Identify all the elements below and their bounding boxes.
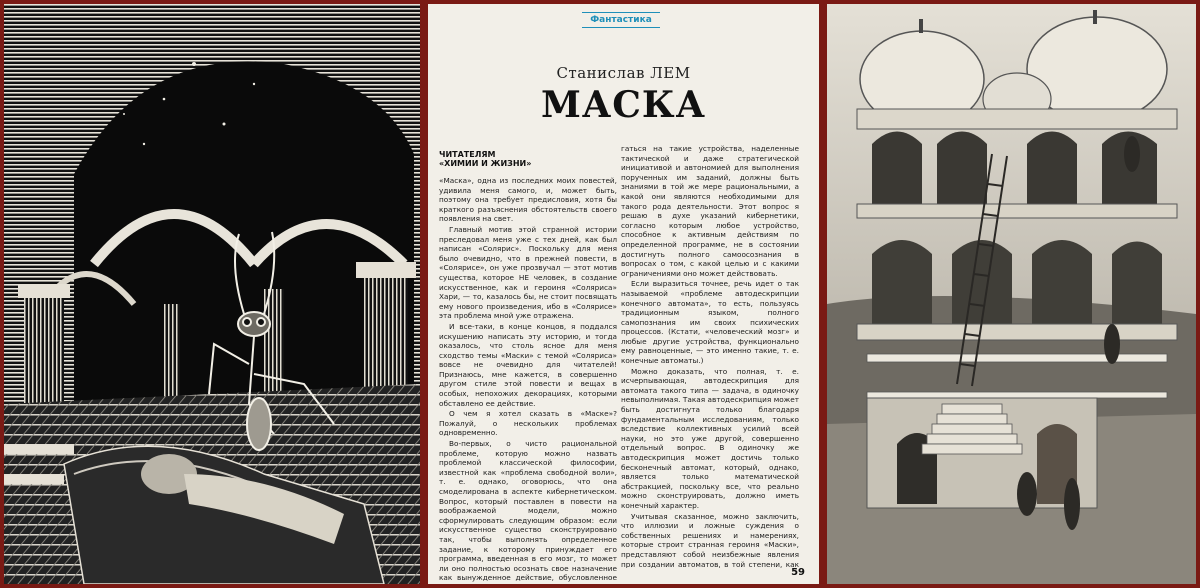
page-title: МАСКА (541, 84, 706, 126)
paragraph: Учитывая сказанное, можно заключить, что иллюзии и ложные суждения о собственных решениях и намерениях, которые строит странная героиня «Маски», представляют собой неизбежные явления при создании автоматов, в той степени, как (621, 511, 799, 568)
paragraph: Можно доказать, что полная, т. е. исчерпывающая, автодескрипция для автомата такого типа — задача, в одиночку невыполнимая. Такая автодескрипция может быть достигнута только благодаря фундаментальным исследованиям, только вследствие коллективных усилий всей науки, но это уже другой, совершенно отдельный вопрос. В одиночку же автодескрипция может достичь только бесконечный автомат, который, однако, является только математической абстракцией, поскольку все, что реально можно сконструировать, должно иметь конечный характер. (621, 366, 799, 510)
paragraph: О чем я хотел сказать в «Маске»? Пожалуй, о нескольких проблемах одновременно. (439, 409, 617, 438)
heading-line-2: «ХИМИИ И ЖИЗНИ» (439, 159, 532, 168)
paragraph: Если выразиться точнее, речь идет о так называемой «проблеме автодескрипции конечного автомата», то есть, пользуясь традиционным языком, полного самопознания им своих психических процессов. (Кстати, «человеческий мозг» и любые другие устройства, функционально ему равноценные, — это именно такие, т. е. конечные автоматы.) (621, 279, 799, 366)
page-number: 59 (791, 567, 805, 578)
paragraph: Во-первых, о чисто рациональной проблеме, которую можно назвать проблемой классической философии, известной как «проблема свободной воли», т. е. однако, оговорюсь, что она смоделирована в аспекте кибернетическом. Вопрос, который поставлен в повести на воображаемой модели, можно сформулировать следующим образом: если искусственное существо сконструировано так, чтобы выполнять определенное задание, к которому принуждает его программа, введенная в его мозг, то может ли оно полностью осознать свое назначение как вынужденное действие, обусловленное (439, 439, 617, 582)
text-column-left (439, 150, 617, 582)
mantis-illustration (4, 4, 420, 584)
mantis-robot-engraving-icon (4, 4, 420, 584)
author-name: Станислав ЛЕМ (556, 64, 691, 82)
belvedere-illustration (827, 4, 1196, 584)
paragraph: «Маска», одна из последних моих повестей, удивила меня самого, и, может быть, поэтому она требует предисловия, хотя бы краткого разъяснения обстоятельств своего появления на свет. (439, 176, 617, 224)
magazine-page (428, 4, 819, 584)
section-heading (439, 150, 617, 168)
rubric-label: Фантастика (582, 12, 660, 28)
belvedere-tower-engraving-icon (827, 4, 1196, 584)
paragraph: Главный мотив этой странной истории преследовал меня уже с тех дней, как был написан «Солярис». Поскольку для меня было очевидно, что в прежней повести, в «Солярисе», он уже прозвучал — этот мотив существа, которое НЕ человек, в создание искусственное, как и героиня «Соляриса» Хари, — то, казалось бы, не стоит посвящать ему нового произведения, ибо в «Солярисе» эта проблема мной уже отражена. (439, 224, 617, 321)
heading-line-1: ЧИТАТЕЛЯМ (439, 150, 496, 159)
paragraph: гаться на такие устройства, наделенные тактической и даже стратегической инициативой и автономией для выполнения порученных им заданий, должны быть знаниями в той же мере рациональными, а какой они являются необходимыми для такого рода деятельности. Этот вопрос я решаю в духе указаний кибернетики, согласно которым любое устройство, способное к активным действиям по определенной программе, не в состоянии достигнуть полного самоосознания в вопросах о том, с какой целью и с какими ограничениями оно может действовать. (621, 144, 799, 278)
text-column-right (621, 144, 799, 568)
paragraph: И все-таки, в конце концов, я поддался искушению написать эту историю, и тогда оказалось, что столь ясное для меня сходство темы «Маски» с темой «Соляриса» вовсе не очевидно для читателей! Признаюсь, мне кажется, в совершенно другом стиле этой повести и вещах в особых, непохожих декорациях, которыми обставлено ее действие. (439, 321, 617, 408)
